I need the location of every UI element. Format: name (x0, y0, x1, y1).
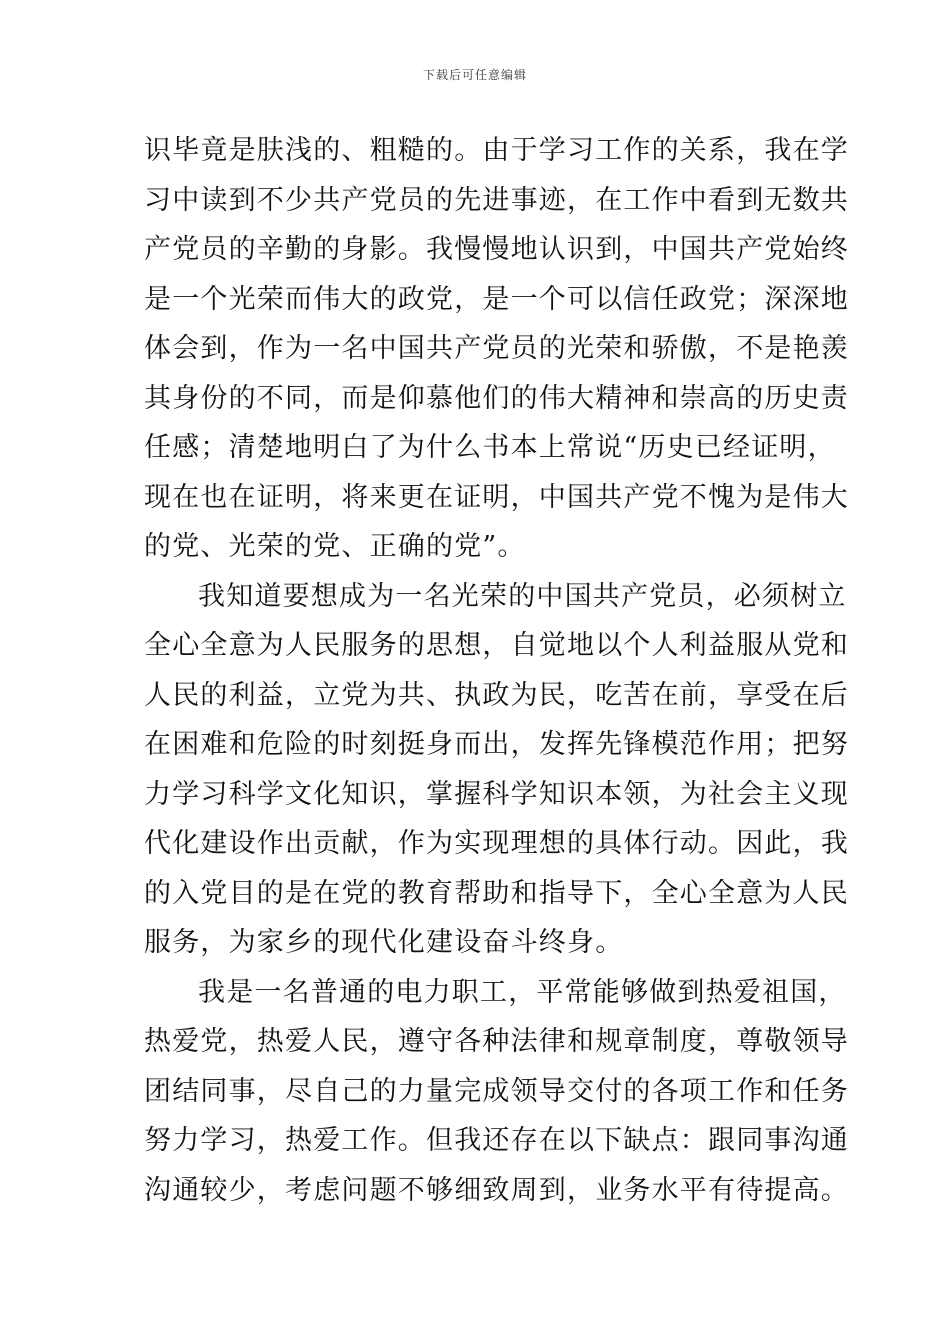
text-line: 努力学习，热爱工作。但我还存在以下缺点：跟同事沟通 (144, 1125, 849, 1156)
text-line: 任感；清楚地明白了为什么书本上常说“历史已经证明， (144, 432, 836, 463)
text-line: 服务，为家乡的现代化建设奋斗终身。 (144, 927, 624, 958)
text-line: 代化建设作出贡献，作为实现理想的具体行动。因此，我 (144, 828, 849, 859)
text-line: 热爱党，热爱人民，遵守各种法律和规章制度，尊敬领导 (144, 1026, 849, 1057)
text-line: 全心全意为人民服务的思想，自觉地以个人利益服从党和 (144, 630, 849, 661)
paragraph-start-line: 我知道要想成为一名光荣的中国共产党员，必须树立 (198, 580, 847, 612)
text-line: 的入党目的是在党的教育帮助和指导下，全心全意为人民 (144, 877, 849, 909)
paragraph-start-line: 我是一名普通的电力职工，平常能够做到热爱祖国， (198, 976, 847, 1008)
text-line: 在困难和危险的时刻挺身而出，发挥先锋模范作用；把努 (144, 729, 849, 760)
text-line: 体会到，作为一名中国共产党员的光荣和骄傲，不是艳羡 (144, 333, 849, 364)
body-text (144, 126, 849, 1215)
text-line: 现在也在证明，将来更在证明，中国共产党不愧为是伟大 (144, 481, 849, 513)
page-header: 下载后可任意编辑 (422, 68, 527, 82)
text-line: 沟通较少，考虑问题不够细致周到，业务水平有待提高。 (144, 1174, 849, 1206)
text-line: 识毕竟是肤浅的、粗糙的。由于学习工作的关系，我在学 (144, 135, 849, 166)
text-line: 团结同事，尽自己的力量完成领导交付的各项工作和任务 (144, 1075, 849, 1107)
text-line: 的党、光荣的党、正确的党”。 (144, 531, 526, 562)
text-line: 人民的利益，立党为共、执政为民，吃苦在前，享受在后 (144, 679, 849, 711)
text-line: 产党员的辛勤的身影。我慢慢地认识到，中国共产党始终 (144, 234, 849, 265)
text-line: 其身份的不同，而是仰慕他们的伟大精神和崇高的历史责 (144, 382, 849, 414)
text-line: 习中读到不少共产党员的先进事迹，在工作中看到无数共 (144, 184, 849, 216)
text-line: 是一个光荣而伟大的政党，是一个可以信任政党；深深地 (144, 283, 849, 315)
text-line: 力学习科学文化知识，掌握科学知识本领，为社会主义现 (144, 778, 849, 810)
